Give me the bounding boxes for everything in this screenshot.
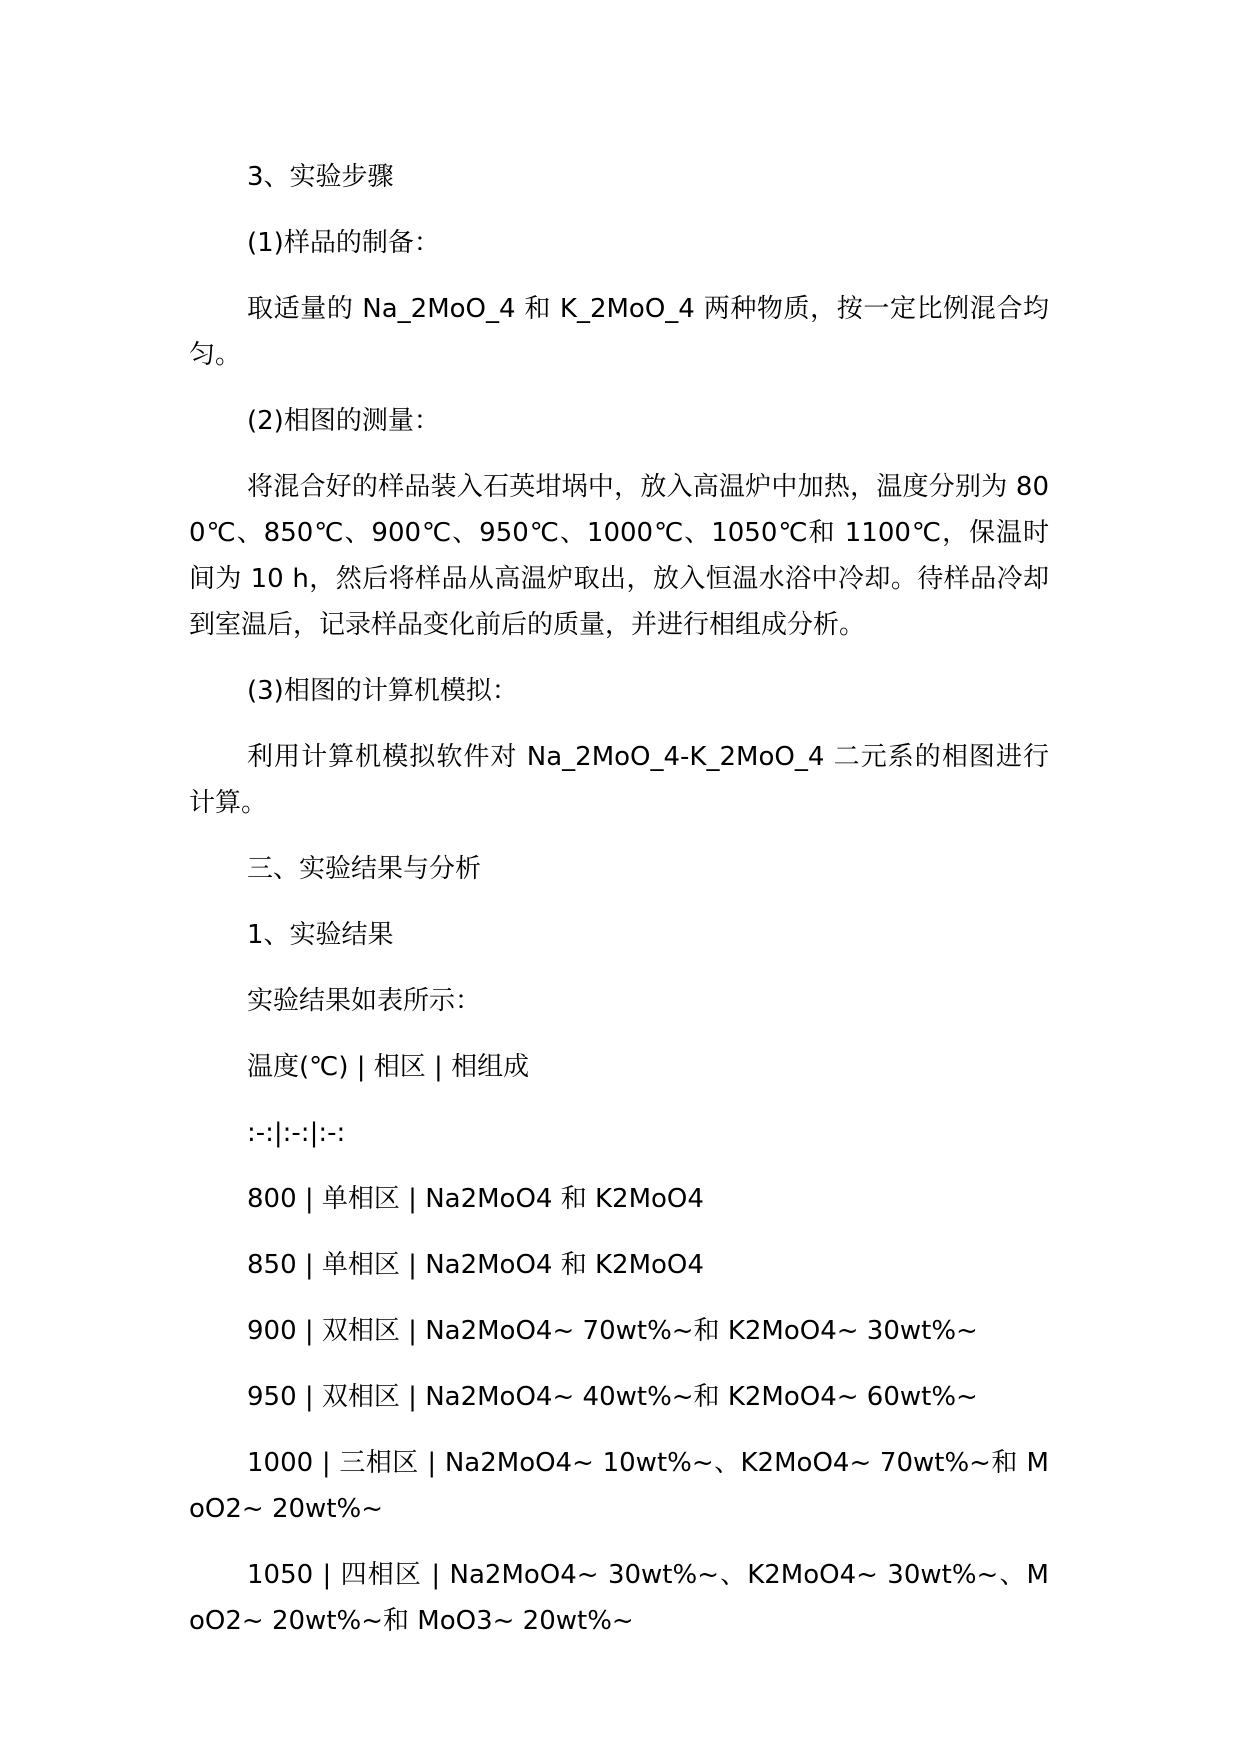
paragraph-computer-simulation: 利用计算机模拟软件对 Na_2MoO_4-K_2MoO_4 二元系的相图进行计算。 xyxy=(189,742,1049,818)
step-heading-sample-preparation: (1)样品的制备： xyxy=(247,228,440,258)
section-heading-experiment-steps: 3、实验步骤 xyxy=(247,162,394,192)
step-heading-phase-diagram-measurement: (2)相图的测量： xyxy=(247,406,440,436)
paragraph-results-intro: 实验结果如表所示： xyxy=(247,986,482,1016)
document-body xyxy=(189,154,1049,1664)
subsection-heading-results: 1、实验结果 xyxy=(247,920,394,950)
table-header-line: 温度(℃) | 相区 | 相组成 xyxy=(247,1052,530,1082)
paragraph-phase-diagram-measurement: 将混合好的样品装入石英坩埚中，放入高温炉中加热，温度分别为 800℃、850℃、900℃、950℃、1000℃、1050℃和 1100℃，保温时间为 10 h，然后将样品从高温炉取出，放入恒温水浴中冷却。待样品冷却到室温后，记录样品变化前后的质量，并进行相组成分析。 xyxy=(189,472,1049,640)
section-heading-results-analysis: 三、实验结果与分析 xyxy=(247,854,482,884)
paragraph-sample-preparation: 取适量的 Na_2MoO_4 和 K_2MoO_4 两种物质，按一定比例混合均匀。 xyxy=(189,294,1049,370)
table-row-950: 950 | 双相区 | Na2MoO4~ 40wt%~和 K2MoO4~ 60wt%~ xyxy=(247,1382,978,1412)
table-row-800: 800 | 单相区 | Na2MoO4 和 K2MoO4 xyxy=(247,1184,704,1214)
table-row-1000: 1000 | 三相区 | Na2MoO4~ 10wt%~、K2MoO4~ 70wt%~和 MoO2~ 20wt%~ xyxy=(189,1448,1049,1524)
table-align-line: :-:|:-:|:-: xyxy=(247,1118,346,1148)
table-row-1050: 1050 | 四相区 | Na2MoO4~ 30wt%~、K2MoO4~ 30wt%~、MoO2~ 20wt%~和 MoO3~ 20wt%~ xyxy=(189,1560,1049,1636)
step-heading-computer-simulation: (3)相图的计算机模拟： xyxy=(247,676,518,706)
table-row-900: 900 | 双相区 | Na2MoO4~ 70wt%~和 K2MoO4~ 30wt%~ xyxy=(247,1316,978,1346)
table-row-850: 850 | 单相区 | Na2MoO4 和 K2MoO4 xyxy=(247,1250,704,1280)
